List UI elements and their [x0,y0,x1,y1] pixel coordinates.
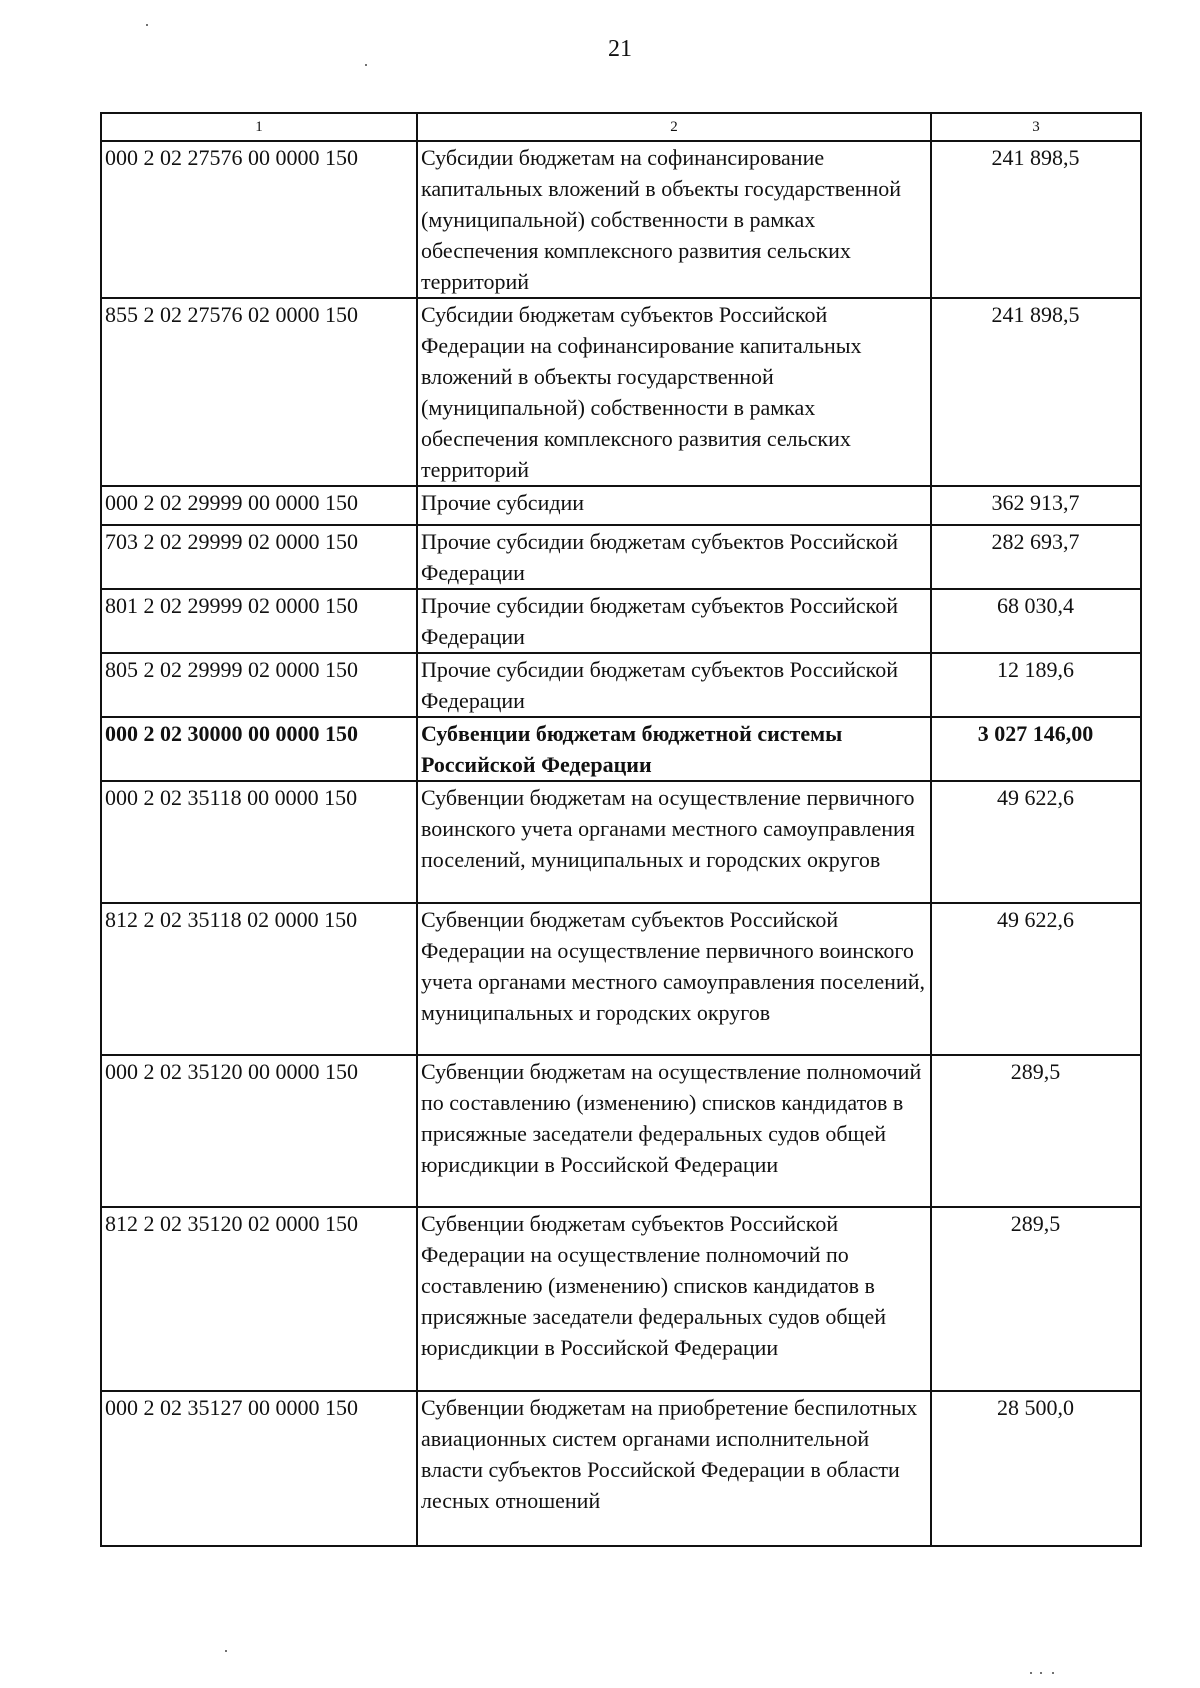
scan-speck [225,1650,227,1652]
table-header-row [101,113,1141,141]
row-name: Субсидии бюджетам субъектов Российской Федерации на софинансирование капитальных вложений в объекты государственной (муниципальной) собственности в рамках обеспечения комплексного развития сельских территорий [417,298,931,486]
row-name: Прочие субсидии бюджетам субъектов Российской Федерации [417,525,931,589]
header-col-1: 1 [101,113,417,141]
row-code: 000 2 02 35118 00 0000 150 [101,781,417,903]
table-row-total [101,717,1141,781]
row-code: 703 2 02 29999 02 0000 150 [101,525,417,589]
row-code: 000 2 02 29999 00 0000 150 [101,486,417,525]
row-amount: 362 913,7 [931,486,1141,525]
table-row [101,903,1141,1055]
scan-speck [1040,1672,1042,1674]
row-amount: 49 622,6 [931,781,1141,903]
row-name: Прочие субсидии [417,486,931,525]
table-row [101,653,1141,717]
table-row [101,589,1141,653]
header-col-3: 3 [931,113,1141,141]
row-amount: 28 500,0 [931,1391,1141,1546]
row-name: Субвенции бюджетам на приобретение беспилотных авиационных систем органами исполнительной власти субъектов Российской Федерации в области лесных отношений [417,1391,931,1546]
scan-speck [365,64,367,66]
row-code: 000 2 02 35120 00 0000 150 [101,1055,417,1207]
row-amount: 3 027 146,00 [931,717,1141,781]
row-name: Субсидии бюджетам на софинансирование капитальных вложений в объекты государственной (муниципальной) собственности в рамках обеспечения комплексного развития сельских территорий [417,141,931,298]
row-code: 000 2 02 30000 00 0000 150 [101,717,417,781]
table-row [101,525,1141,589]
scan-speck [1052,1672,1054,1674]
row-amount: 289,5 [931,1207,1141,1391]
row-name: Субвенции бюджетам на осуществление первичного воинского учета органами местного самоуправления поселений, муниципальных и городских округов [417,781,931,903]
budget-table [100,112,1142,1547]
row-code: 801 2 02 29999 02 0000 150 [101,589,417,653]
row-name: Прочие субсидии бюджетам субъектов Российской Федерации [417,589,931,653]
row-code: 805 2 02 29999 02 0000 150 [101,653,417,717]
scan-speck [1030,1672,1032,1674]
row-code: 000 2 02 27576 00 0000 150 [101,141,417,298]
row-name: Субвенции бюджетам субъектов Российской Федерации на осуществление полномочий по составлению (изменению) списков кандидатов в присяжные заседатели федеральных судов общей юрисдикции в Российской Федерации [417,1207,931,1391]
table-row [101,1055,1141,1207]
table-row [101,141,1141,298]
row-code: 855 2 02 27576 02 0000 150 [101,298,417,486]
table-row [101,1391,1141,1546]
table-row [101,486,1141,525]
row-name: Субвенции бюджетам бюджетной системы Российской Федерации [417,717,931,781]
row-code: 000 2 02 35127 00 0000 150 [101,1391,417,1546]
row-amount: 12 189,6 [931,653,1141,717]
scan-speck [146,24,148,26]
table-row [101,298,1141,486]
row-code: 812 2 02 35120 02 0000 150 [101,1207,417,1391]
table-row [101,781,1141,903]
row-amount: 241 898,5 [931,141,1141,298]
row-amount: 289,5 [931,1055,1141,1207]
page-number: 21 [608,36,632,62]
row-name: Прочие субсидии бюджетам субъектов Российской Федерации [417,653,931,717]
row-amount: 68 030,4 [931,589,1141,653]
row-code: 812 2 02 35118 02 0000 150 [101,903,417,1055]
header-col-2: 2 [417,113,931,141]
row-amount: 282 693,7 [931,525,1141,589]
row-amount: 241 898,5 [931,298,1141,486]
row-name: Субвенции бюджетам субъектов Российской Федерации на осуществление первичного воинского учета органами местного самоуправления поселений, муниципальных и городских округов [417,903,931,1055]
table-row [101,1207,1141,1391]
row-amount: 49 622,6 [931,903,1141,1055]
row-name: Субвенции бюджетам на осуществление полномочий по составлению (изменению) списков кандидатов в присяжные заседатели федеральных судов общей юрисдикции в Российской Федерации [417,1055,931,1207]
